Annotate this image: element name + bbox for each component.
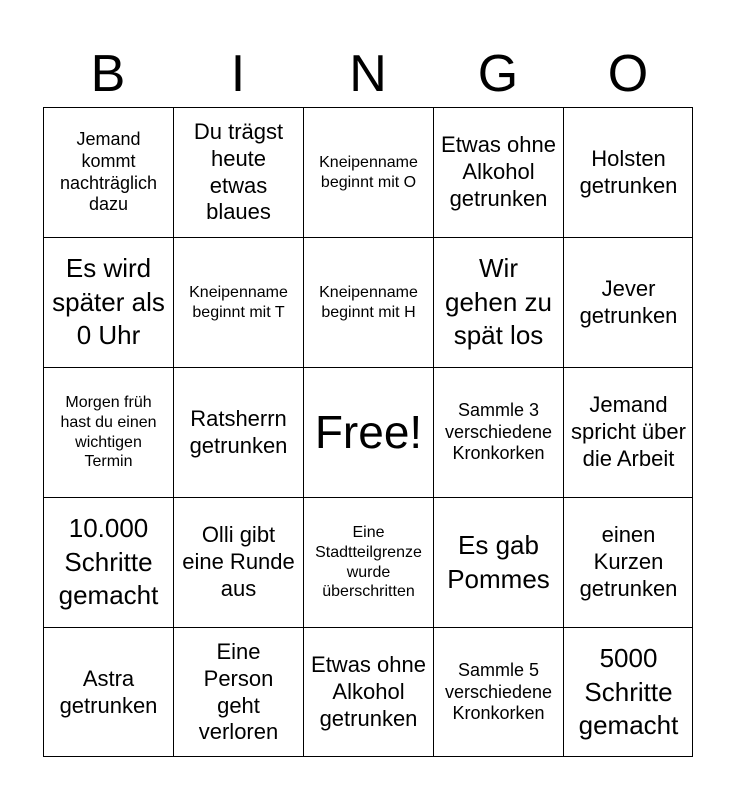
- header-letter-g: G: [477, 45, 519, 103]
- bingo-cell[interactable]: 10.000 Schritte gemacht: [43, 497, 173, 627]
- bingo-cell[interactable]: Sammle 3 verschiedene Kronkorken: [433, 367, 563, 497]
- header-letter-n: N: [349, 45, 387, 103]
- bingo-cell[interactable]: Jemand spricht über die Arbeit: [563, 367, 693, 497]
- bingo-cell[interactable]: Etwas ohne Alkohol getrunken: [433, 107, 563, 237]
- header-letter-o: O: [607, 45, 649, 103]
- bingo-cell[interactable]: Wir gehen zu spät los: [433, 237, 563, 367]
- bingo-cell[interactable]: 5000 Schritte gemacht: [563, 627, 693, 757]
- bingo-cell[interactable]: einen Kurzen getrunken: [563, 497, 693, 627]
- bingo-cell[interactable]: Olli gibt eine Runde aus: [173, 497, 303, 627]
- bingo-cell[interactable]: Kneipenname beginnt mit T: [173, 237, 303, 367]
- bingo-cell[interactable]: Jemand kommt nachträglich dazu: [43, 107, 173, 237]
- bingo-cell[interactable]: Du trägst heute etwas blaues: [173, 107, 303, 237]
- bingo-cell[interactable]: Kneipenname beginnt mit H: [303, 237, 433, 367]
- free-cell[interactable]: Free!: [303, 367, 433, 497]
- bingo-cell[interactable]: Eine Stadtteilgrenze wurde überschritten: [303, 497, 433, 627]
- bingo-cell[interactable]: Eine Person geht verloren: [173, 627, 303, 757]
- bingo-cell[interactable]: Jever getrunken: [563, 237, 693, 367]
- bingo-cell[interactable]: Ratsherrn getrunken: [173, 367, 303, 497]
- bingo-header: [43, 40, 693, 108]
- bingo-cell[interactable]: Astra getrunken: [43, 627, 173, 757]
- bingo-cell[interactable]: Sammle 5 verschiedene Kronkorken: [433, 627, 563, 757]
- bingo-cell[interactable]: Kneipenname beginnt mit O: [303, 107, 433, 237]
- bingo-board: [43, 107, 693, 757]
- bingo-cell[interactable]: Es gab Pommes: [433, 497, 563, 627]
- header-letter-i: I: [230, 45, 246, 103]
- bingo-cell[interactable]: Es wird später als 0 Uhr: [43, 237, 173, 367]
- bingo-cell[interactable]: Holsten getrunken: [563, 107, 693, 237]
- bingo-cell[interactable]: Etwas ohne Alkohol getrunken: [303, 627, 433, 757]
- bingo-cell[interactable]: Morgen früh hast du einen wichtigen Termin: [43, 367, 173, 497]
- header-letter-b: B: [90, 45, 126, 103]
